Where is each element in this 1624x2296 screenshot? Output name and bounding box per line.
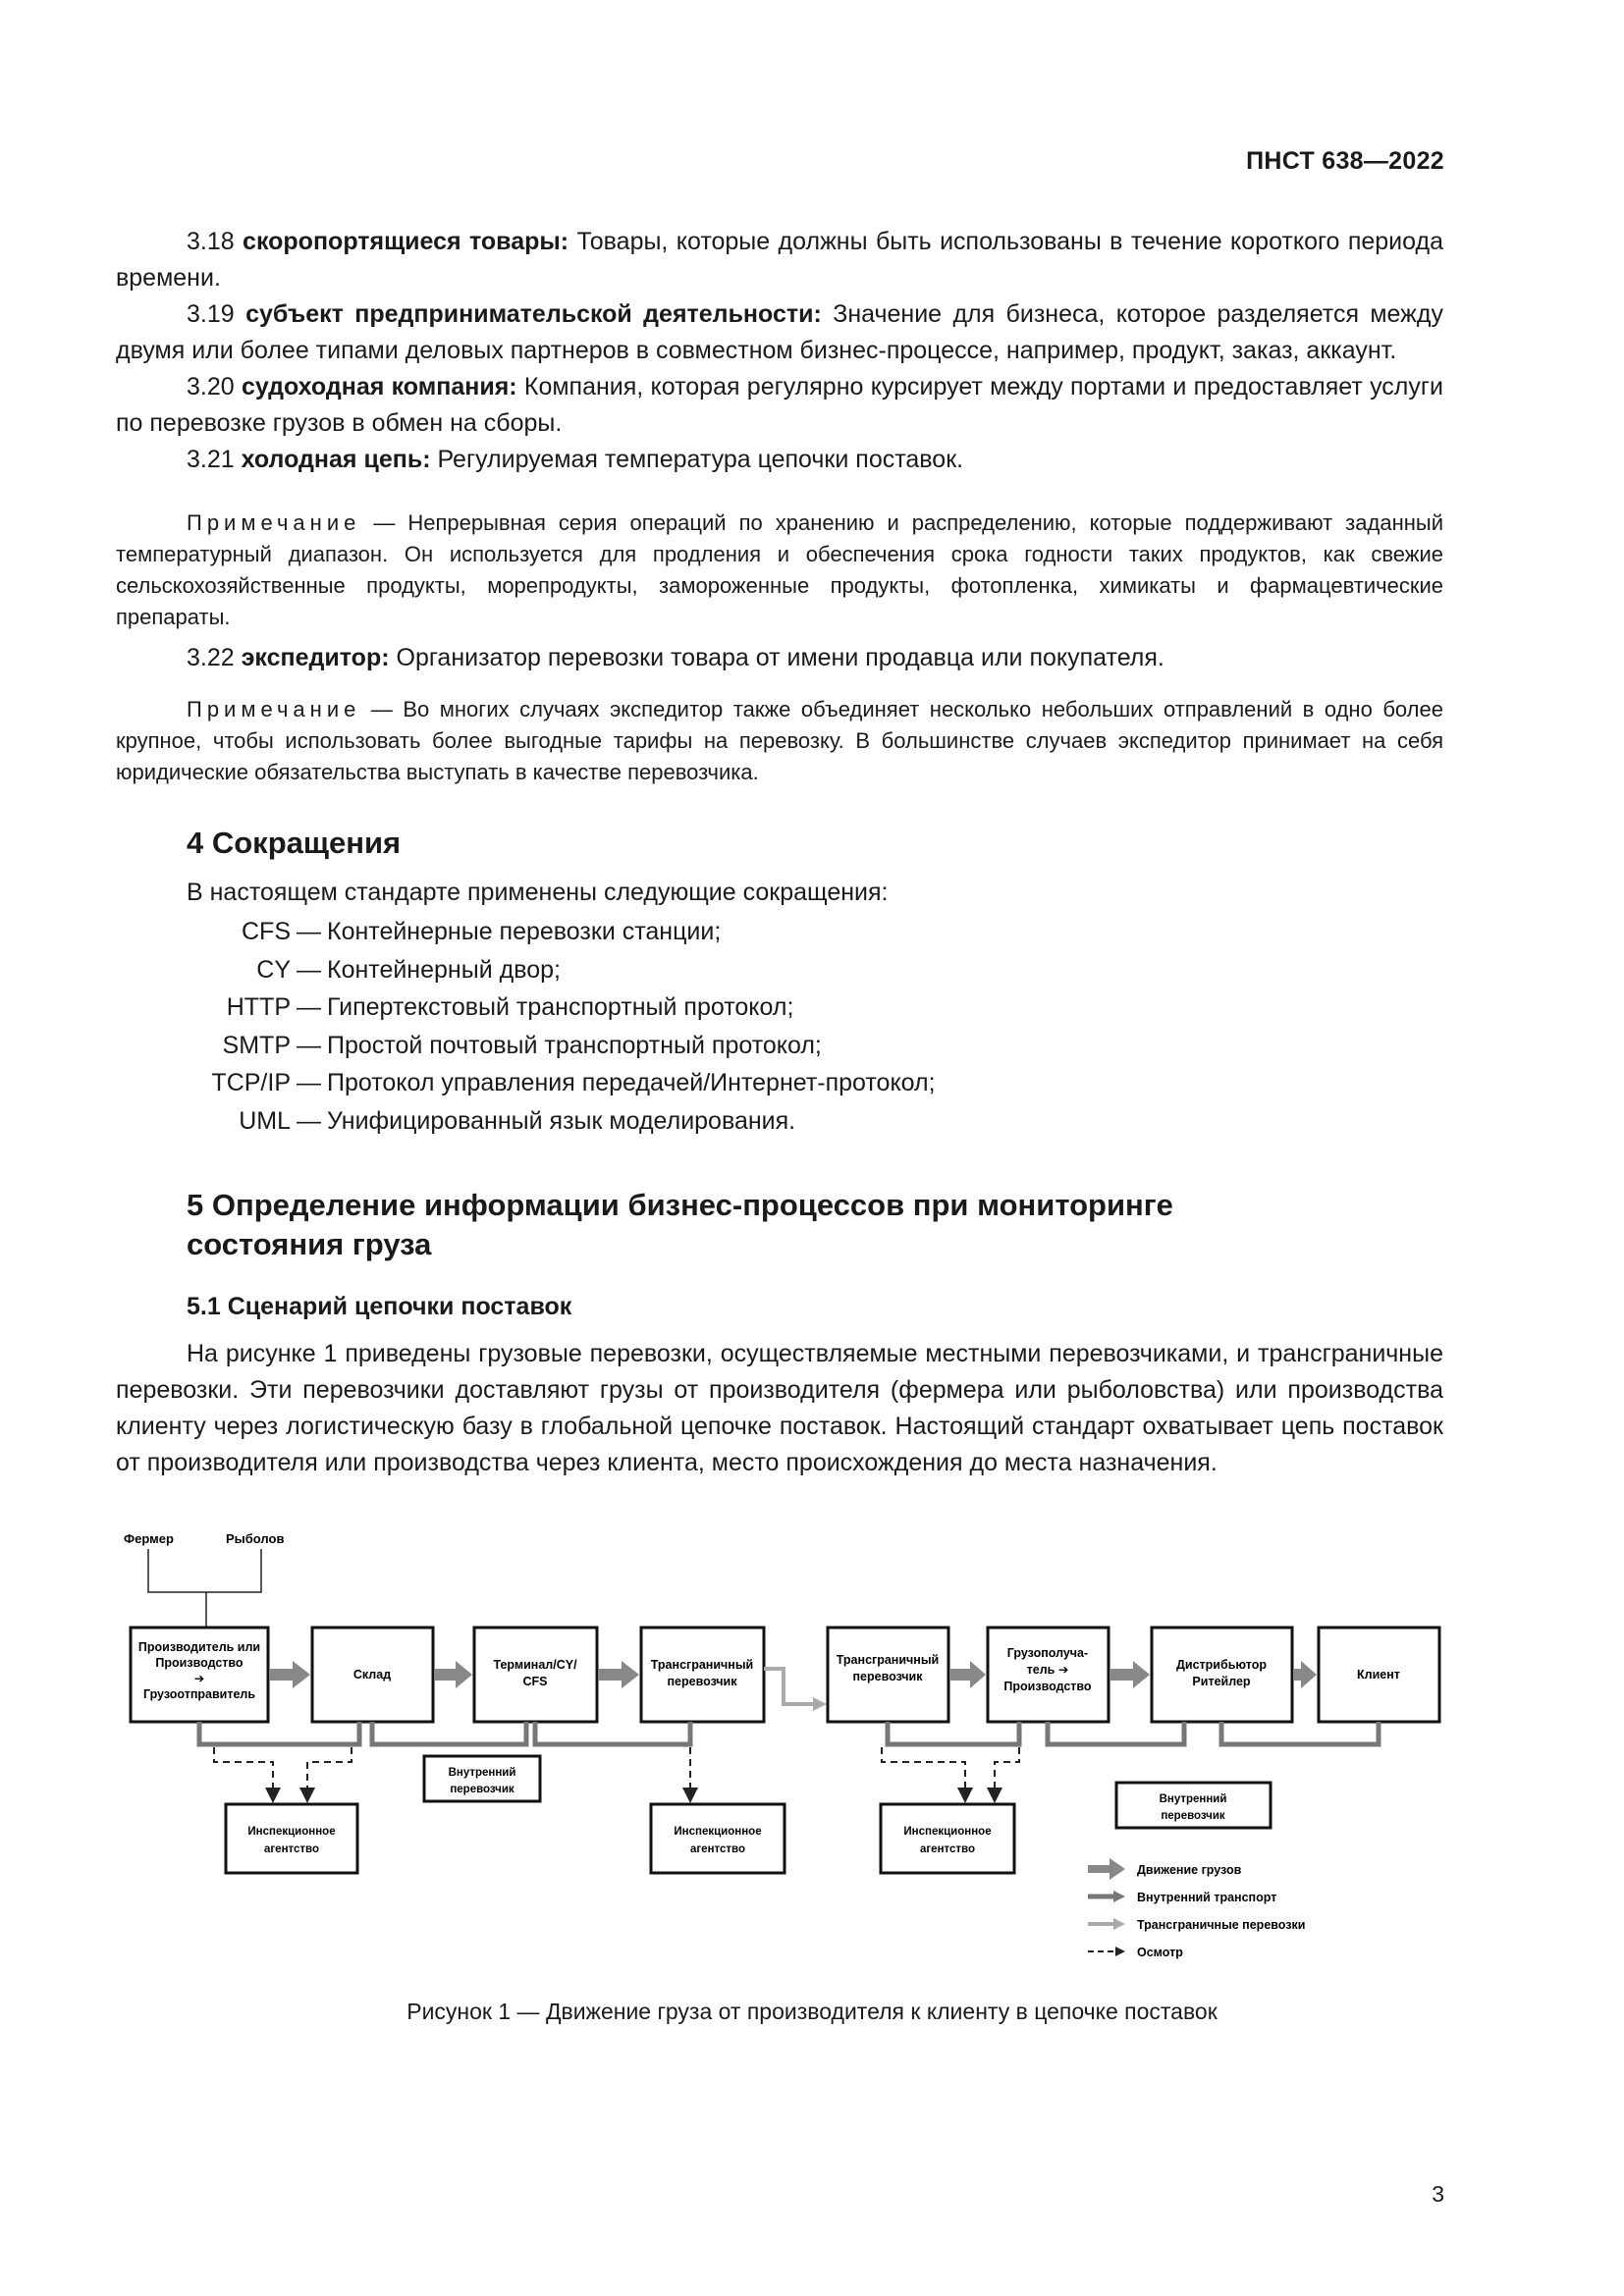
box-producer: [131, 1628, 268, 1722]
abbreviations-intro: В настоящем стандарте применены следующие сокращения:: [187, 879, 889, 906]
svg-text:Дистрибьютор: Дистрибьютор: [1176, 1658, 1267, 1672]
svg-text:Производитель или: Производитель или: [137, 1640, 261, 1654]
svg-text:агентство: агентство: [264, 1843, 319, 1855]
svg-text:Склад: Склад: [352, 1668, 392, 1682]
svg-text:перевозчик: перевозчик: [667, 1675, 737, 1688]
definition-3-20: 3.20 судоходная компания: Компания, которая регулярно курсирует между портами и предоставляет услуги по перевозке грузов в обмен на сборы.: [116, 373, 1443, 437]
cross-border-arrow: [764, 1669, 827, 1711]
diagram-legend: [1088, 1858, 1305, 1959]
svg-text:Грузоотправитель: Грузоотправитель: [142, 1687, 256, 1701]
box-inspection-3: [881, 1804, 1014, 1873]
svg-text:CFS: CFS: [522, 1675, 548, 1688]
svg-text:агентство: агентство: [920, 1843, 975, 1855]
box-cross-carrier-1: [641, 1628, 764, 1722]
svg-text:перевозчик: перевозчик: [1161, 1810, 1225, 1822]
box-inspection-2: [651, 1804, 785, 1873]
legend-cargo-label: Движение грузов: [1137, 1863, 1242, 1877]
svg-text:Инспекционное: Инспекционное: [674, 1826, 762, 1838]
svg-text:Производство: Производство: [155, 1656, 244, 1670]
section-4-title: 4 Сокращения: [187, 826, 402, 860]
box-consignee: [988, 1628, 1109, 1722]
svg-text:Трансграничный: Трансграничный: [836, 1653, 940, 1667]
note-text: — Непрерывная серия операций по хранению и распределению, которые поддерживают заданный температурный диапазон. Он используется для продления и обеспечения срока годности таких продуктов, как свежие сельскохозяйственные продукты, морепродукты, замороженные продукты, фотопленка, химикаты и фармацевтические препараты.: [116, 510, 1443, 629]
svg-text:Ритейлер: Ритейлер: [1192, 1675, 1251, 1688]
svg-text:Клиент: Клиент: [1357, 1668, 1400, 1682]
legend-cross-border-label: Трансграничные перевозки: [1137, 1918, 1306, 1932]
legend-cargo-icon: [1088, 1858, 1125, 1880]
note-label: Примечание: [187, 697, 361, 721]
box-inner-carrier-2: [1116, 1783, 1271, 1828]
abbreviation-item: SMTP — Простой почтовый транспортный протокол;: [222, 1031, 822, 1059]
box-inner-carrier-1: [424, 1756, 540, 1801]
figure-caption: Рисунок 1 — Движение груза от производителя к клиенту в цепочке поставок: [406, 1999, 1218, 2024]
legend-inspection-label: Осмотр: [1137, 1946, 1183, 1959]
svg-text:Терминал/CY/: Терминал/CY/: [493, 1658, 577, 1672]
page-number: 3: [1432, 2181, 1444, 2207]
legend-internal-label: Внутренний транспорт: [1137, 1891, 1277, 1904]
svg-text:тель ➔: тель ➔: [1026, 1663, 1069, 1677]
abbreviation-item: CFS — Контейнерные перевозки станции;: [242, 918, 722, 945]
note-1: [116, 507, 1443, 633]
abbreviations-list: [116, 918, 936, 1145]
definition-3-19: 3.19 субъект предпринимательской деятельности: Значение для бизнеса, которое разделяется между двумя или более типами деловых партнеров в совместном бизнес-процессе, например, продукт, заказ, аккаунт.: [116, 300, 1443, 364]
section-5-title: 5 Определение информации бизнес-процессов при мониторинге состояния груза: [187, 1188, 1173, 1261]
box-inspection-1: [226, 1804, 357, 1873]
svg-text:перевозчик: перевозчик: [852, 1670, 923, 1683]
box-warehouse: [312, 1628, 433, 1722]
abbreviation-item: HTTP — Гипертекстовый транспортный протокол;: [226, 993, 794, 1021]
note-label: Примечание: [187, 510, 361, 535]
definitions-block: [116, 224, 1443, 478]
abbreviation-item: CY — Контейнерный двор;: [256, 955, 561, 984]
supply-chain-diagram: [116, 1522, 1451, 1983]
abbreviation-item: UML — Унифицированный язык моделирования.: [239, 1106, 796, 1135]
box-terminal: [474, 1628, 597, 1722]
svg-text:Инспекционное: Инспекционное: [247, 1826, 336, 1838]
source-connector: [148, 1549, 261, 1628]
box-cross-carrier-2: [828, 1628, 948, 1722]
svg-text:Производство: Производство: [1003, 1680, 1092, 1693]
box-client: [1319, 1628, 1439, 1722]
svg-text:Инспекционное: Инспекционное: [903, 1826, 992, 1838]
note-text: — Во многих случаях экспедитор также объединяет несколько небольших отправлений в одно более крупное, чтобы использовать более выгодные тарифы на перевозку. В большинстве случаев экспедитор принимает на себя юридические обязательства выступать в качестве перевозчика.: [116, 697, 1443, 784]
svg-text:Внутренний: Внутренний: [1159, 1793, 1227, 1805]
abbreviation-item: TCP/IP — Протокол управления передачей/Интернет-протокол;: [211, 1069, 936, 1096]
svg-text:Трансграничный: Трансграничный: [650, 1658, 754, 1672]
document-code: ПНСТ 638—2022: [1246, 147, 1444, 175]
section-5-paragraph: На рисунке 1 приведены грузовые перевозки, осуществляемые местными перевозчиками, и трансграничные перевозки. Эти перевозчики доставляют грузы от производителя (фермера или рыболовства) или производства клиенту через логистическую базу в глобальной цепочке поставок. Настоящий стандарт охватывает цепь поставок от производителя или производства через клиента, место происхождения до места назначения.: [116, 1340, 1443, 1476]
svg-text:перевозчик: перевозчик: [450, 1784, 514, 1795]
svg-text:➔: ➔: [193, 1672, 205, 1685]
svg-text:Внутренний: Внутренний: [448, 1767, 516, 1779]
internal-transport-lines: [199, 1722, 1379, 1744]
fisher-label: Рыболов: [226, 1531, 285, 1546]
definition-3-21: 3.21 холодная цепь: Регулируемая температура цепочки поставок.: [187, 446, 964, 473]
note-2: [116, 694, 1443, 788]
svg-text:агентство: агентство: [690, 1843, 745, 1855]
farmer-label: Фермер: [124, 1531, 174, 1546]
definition-3-22: 3.22 экспедитор: Организатор перевозки товара от имени продавца или покупателя.: [187, 644, 1164, 671]
inspection-arrows: [214, 1747, 1019, 1799]
box-distributor: [1152, 1628, 1292, 1722]
subsection-5-1-title: 5.1 Сценарий цепочки поставок: [187, 1293, 572, 1320]
svg-text:Грузополуча-: Грузополуча-: [1006, 1646, 1089, 1660]
definition-3-18: 3.18 скоропортящиеся товары: Товары, которые должны быть использованы в течение короткого периода времени.: [116, 228, 1443, 292]
